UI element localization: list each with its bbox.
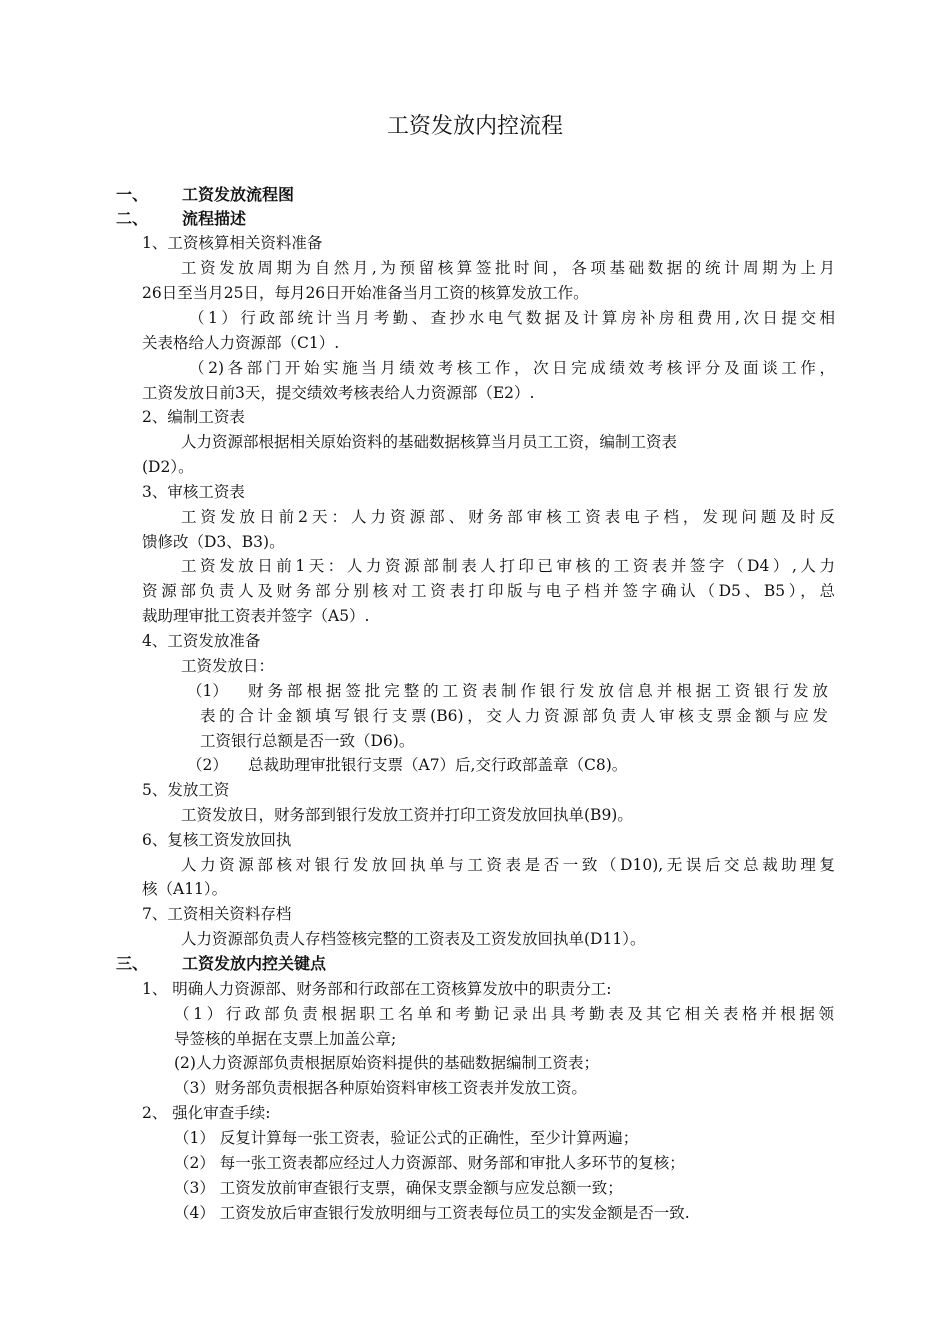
- paragraph-line: 核（A11）。: [142, 880, 228, 898]
- paragraph-line: 裁助理审批工资表并签字（A5）.: [142, 607, 370, 625]
- list-marker: （1）: [187, 682, 228, 700]
- paragraph-line: （3）财务部负责根据各种原始资料审核工资表并发放工资。: [174, 1079, 587, 1097]
- paragraph-line: 工资银行总额是否一致（D6)。: [200, 732, 415, 750]
- paragraph-line: 财务部根据签批完整的工资表制作银行发放信息并根据工资银行发放: [248, 682, 828, 700]
- section-number: 一、: [116, 185, 149, 204]
- section-title: 流程描述: [182, 209, 247, 228]
- paragraph-line: （2)各部门开始实施当月绩效考核工作，次日完成绩效考核评分及面谈工作，: [189, 359, 835, 377]
- subheading: 1、工资核算相关资料准备: [142, 234, 323, 252]
- paragraph-line: （3） 工资发放前审查银行支票，确保支票金额与应发总额一致；: [174, 1179, 623, 1197]
- document-title: 工资发放内控流程: [386, 114, 563, 139]
- paragraph-line: 关表格给人力资源部（C1）.: [142, 334, 340, 352]
- subheading: 7、工资相关资料存档: [142, 905, 292, 923]
- paragraph-line: (D2）。: [142, 458, 194, 476]
- paragraph-line: 工资发放日前1天：人力资源部制表人打印已审核的工资表并签字（D4）,人力: [181, 557, 835, 575]
- paragraph-line: （1）行政部统计当月考勤、查抄水电气数据及计算房补房租费用,次日提交相: [189, 309, 835, 327]
- section-title: 工资发放内控关键点: [182, 954, 327, 973]
- paragraph-line: 人力资源部负责人存档签核完整的工资表及工资发放回执单(D11）。: [181, 930, 646, 948]
- paragraph-line: 导签核的单据在支票上加盖公章;: [174, 1030, 397, 1048]
- paragraph-line: 工资发放日：: [181, 657, 275, 675]
- paragraph-line: 表的合计金额填写银行支票(B6)，交人力资源部负责人审核支票金额与应发: [200, 707, 828, 725]
- paragraph-line: 工资发放日，财务部到银行发放工资并打印工资发放回执单(B9)。: [181, 806, 633, 824]
- section-number: 二、: [116, 209, 149, 228]
- paragraph-line: 资源部负责人及财务部分别核对工资表打印版与电子档并签字确认（D5、B5），总: [142, 582, 835, 600]
- section-number: 三、: [116, 954, 149, 973]
- subheading: 5、发放工资: [142, 781, 230, 799]
- subheading: 4、工资发放准备: [142, 632, 261, 650]
- paragraph-line: 人力资源部根据相关原始资料的基础数据核算当月员工工资，编制工资表: [181, 433, 678, 451]
- paragraph-line: 总裁助理审批银行支票（A7）后,交行政部盖章（C8)。: [248, 756, 628, 774]
- paragraph-line: 工资发放日前2天：人力资源部、财务部审核工资表电子档，发现问题及时反: [181, 508, 835, 526]
- paragraph-line: 馈修改（D3、B3)。: [142, 533, 285, 551]
- subheading: 3、审核工资表: [142, 483, 245, 501]
- key-point-heading: 1、 明确人力资源部、财务部和行政部在工资核算发放中的职责分工:: [142, 980, 612, 998]
- paragraph-line: 26日至当月25日，每月26日开始准备当月工资的核算发放工作。: [142, 284, 589, 302]
- subheading: 6、复核工资发放回执: [142, 831, 292, 849]
- paragraph-line: 人力资源部核对银行发放回执单与工资表是否一致（D10),无误后交总裁助理复: [181, 856, 835, 874]
- paragraph-line: (2)人力资源部负责根据原始资料提供的基础数据编制工资表；: [174, 1054, 599, 1072]
- list-marker: （2）: [187, 756, 228, 774]
- paragraph-line: （1）行政部负责根据职工名单和考勤记录出具考勤表及其它相关表格并根据领: [174, 1005, 834, 1023]
- paragraph-line: 工资发放周期为自然月,为预留核算签批时间，各项基础数据的统计周期为上月: [181, 259, 835, 277]
- paragraph-line: 工资发放日前3天，提交绩效考核表给人力资源部（E2）.: [142, 384, 535, 402]
- key-point-heading: 2、 强化审查手续:: [142, 1104, 271, 1122]
- paragraph-line: （2） 每一张工资表都应经过人力资源部、财务部和审批人多环节的复核；: [174, 1154, 685, 1172]
- subheading: 2、编制工资表: [142, 408, 245, 426]
- paragraph-line: （1） 反复计算每一张工资表，验证公式的正确性，至少计算两遍；: [174, 1129, 639, 1147]
- section-title: 工资发放流程图: [182, 185, 295, 204]
- paragraph-line: （4） 工资发放后审查银行发放明细与工资表每位员工的实发金额是否一致.: [174, 1204, 690, 1222]
